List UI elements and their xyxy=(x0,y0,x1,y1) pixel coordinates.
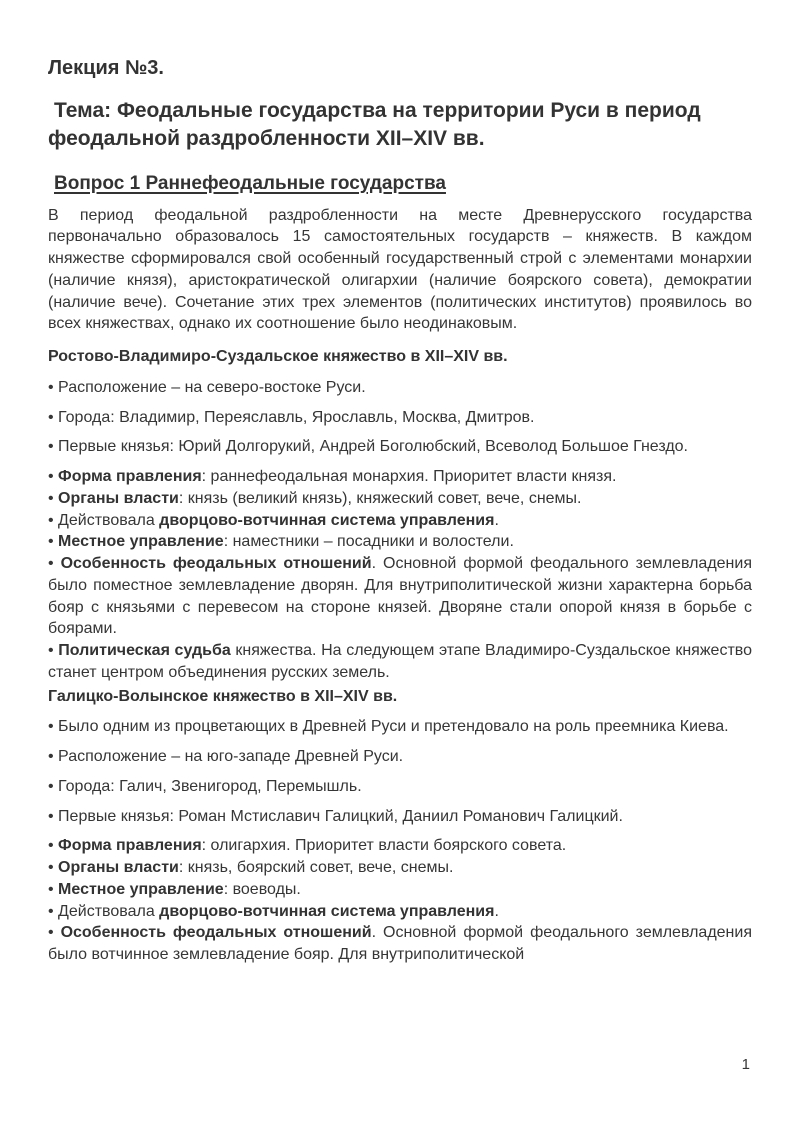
text-run: . Основной формой феодального землевладения было поместное землевладение дворян. Для внутриполитической жизни характерна борьба бояр с князьями с перевесом на стороне князей. Дворяне стали опорой князя в борьбе с боярами. xyxy=(48,555,752,638)
bold-text-run: дворцово-вотчинная система управления xyxy=(159,902,495,920)
body-paragraph xyxy=(48,205,752,336)
text-run: • Первые князья: Роман Мстиславич Галицкий, Даниил Романович Галицкий. xyxy=(48,807,623,825)
text-run: В период феодальной раздробленности на месте Древнерусского государства первоначально образовалось 15 самостоятельных государств – княжеств. В каждом княжестве сформировался свой особенный государственный строй с элементами монархии (наличие князя), аристократической олигархии (наличие боярского совета), демократии (наличие вече). Сочетание этих трех элементов (политических институтов) проявилось во всех княжествах, однако их соотношение было неодинаковым. xyxy=(48,206,752,333)
text-run: . xyxy=(494,511,499,529)
text-run: • xyxy=(48,642,59,660)
bold-text-run: Ростово-Владимиро-Суздальское княжество в XII–XIV вв. xyxy=(48,348,508,366)
bullet-item xyxy=(48,640,752,684)
text-run: • Первые князья: Юрий Долгорукий, Андрей Боголюбский, Всеволод Большое Гнездо. xyxy=(48,438,688,456)
bold-text-run: Политическая судьба xyxy=(58,642,231,660)
text-run: • xyxy=(48,533,59,551)
text-run: • xyxy=(48,837,59,855)
text-run: • Действовала xyxy=(48,511,160,529)
bold-text-run: Особенность феодальных отношений xyxy=(60,555,372,573)
text-run: . Основной формой феодального землевладения было вотчинное землевладение бояр. Для внутриполитической xyxy=(48,924,752,964)
text-run: . xyxy=(494,902,499,920)
bullet-item xyxy=(48,922,752,966)
bold-text-run: Особенность феодальных отношений xyxy=(60,924,372,942)
bullet-item xyxy=(48,835,752,857)
bullet-item xyxy=(48,901,752,923)
bullet-item xyxy=(48,436,752,458)
bullet-item xyxy=(48,746,752,768)
text-run: : раннефеодальная монархия. Приоритет власти князя. xyxy=(201,468,617,486)
text-run: • Действовала xyxy=(48,902,160,920)
bold-text-run: Форма правления xyxy=(58,468,202,486)
bullet-item xyxy=(48,776,752,798)
question-heading: Вопрос 1 Раннефеодальные государства xyxy=(54,172,446,194)
bold-text-run: Органы власти xyxy=(58,859,179,877)
text-run: : князь (великий князь), княжеский совет, вече, снемы. xyxy=(178,489,582,507)
section-heading xyxy=(48,686,752,708)
page-number: 1 xyxy=(741,1056,750,1073)
bullet-item xyxy=(48,407,752,429)
text-run: : наместники – посадники и волостели. xyxy=(223,533,514,551)
bullet-item xyxy=(48,806,752,828)
text-run: • xyxy=(48,859,59,877)
bullet-item xyxy=(48,531,752,553)
bullet-item xyxy=(48,857,752,879)
text-run: • xyxy=(48,880,59,898)
document-body xyxy=(48,205,752,966)
text-run: • Расположение – на юго-западе Древней Руси. xyxy=(48,748,404,766)
theme-title: Тема: Феодальные государства на территории Руси в период феодальной раздробленности XII–XIV вв. xyxy=(48,99,701,150)
bold-text-run: Галицко-Волынское княжество в XII–XIV вв. xyxy=(48,687,398,705)
bold-text-run: Местное управление xyxy=(58,533,224,551)
text-run: : олигархия. Приоритет власти боярского совета. xyxy=(201,837,567,855)
bold-text-run: Форма правления xyxy=(58,837,202,855)
bullet-item xyxy=(48,553,752,640)
text-run: княжества. На следующем этапе Владимиро-Суздальское княжество станет центром объединения русских земель. xyxy=(48,642,752,681)
bold-text-run: Органы власти xyxy=(58,489,179,507)
text-run: • xyxy=(48,468,59,486)
text-run: : князь, боярский совет, вече, снемы. xyxy=(178,859,454,877)
bold-text-run: дворцово-вотчинная система управления xyxy=(159,511,495,529)
text-run: • Города: Владимир, Переяславль, Ярославль, Москва, Дмитров. xyxy=(48,408,535,426)
text-run: : воеводы. xyxy=(223,880,301,898)
bold-text-run: Местное управление xyxy=(58,880,224,898)
bullet-item xyxy=(48,716,752,738)
bullet-item xyxy=(48,510,752,532)
bullet-item xyxy=(48,466,752,488)
lecture-title: Лекция №3. xyxy=(48,57,164,79)
bullet-item xyxy=(48,488,752,510)
section-heading xyxy=(48,346,752,368)
text-run: • xyxy=(48,555,61,573)
text-run: • Было одним из процветающих в Древней Руси и претендовало на роль преемника Киева. xyxy=(48,718,729,736)
bullet-item xyxy=(48,879,752,901)
text-run: • xyxy=(48,924,61,942)
text-run: • Города: Галич, Звенигород, Перемышль. xyxy=(48,777,362,795)
text-run: • Расположение – на северо-востоке Руси. xyxy=(48,378,366,396)
bullet-item xyxy=(48,377,752,399)
text-run: • xyxy=(48,489,59,507)
